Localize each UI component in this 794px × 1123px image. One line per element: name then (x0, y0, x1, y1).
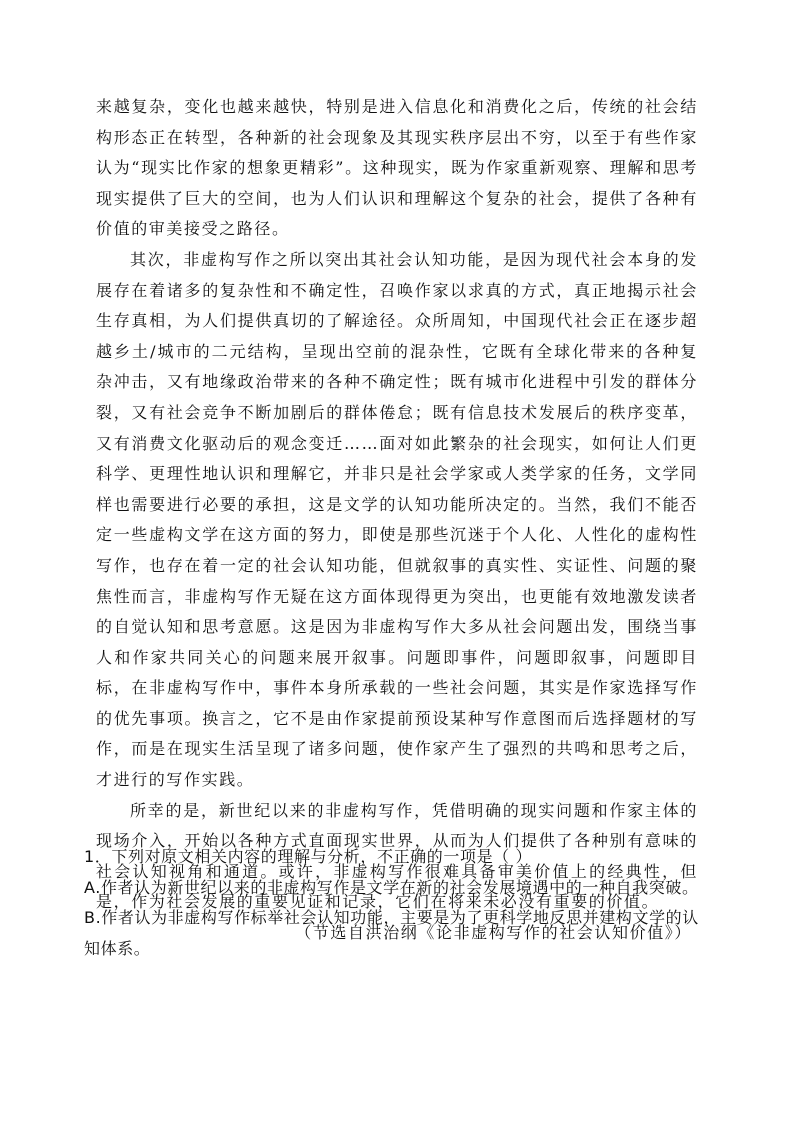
option-a[interactable]: A.作者认为新世纪以来的非虚构写作是文学在新的社会发展境遇中的一种自我突破。 (84, 877, 699, 897)
passage-source: （节选自洪治纲《论非虚构写作的社会认知价值》） (295, 923, 692, 943)
question-1 (84, 842, 704, 964)
passage-paragraph-3: 所幸的是，新世纪以来的非虚构写作，凭借明确的现实问题和作家主体的现场介入，开始以各种方式直面现实世界，从而为人们提供了各种别有意味的社会认知视角和通道。或许，非虚构写作很难具备审美价值上的经典性，但是，作为社会发展的重要见证和记录，它们在将来未必没有重要的价值。 (96, 800, 698, 912)
passage-paragraph-2: 其次，非虚构写作之所以突出其社会认知功能，是因为现代社会本身的发展存在着诸多的复杂性和不确定性，召唤作家以求真的方式，真正地揭示社会生存真相，为人们提供真切的了解途径。众所周知，中国现代社会正在逐步超越乡土/城市的二元结构，呈现出空前的混杂性，它既有全球化带来的各种复杂冲击，又有地缘政治带来的各种不确定性；既有城市化进程中引发的群体分裂，又有社会竞争不断加剧后的群体倦怠；既有信息技术发展后的秩序变革，又有消费文化驱动后的观念变迁……面对如此繁杂的社会现实，如何让人们更科学、更理性地认识和理解它，并非只是社会学家或人类学家的任务，文学同样也需要进行必要的承担，这是文学的认知功能所决定的。当然，我们不能否定一些虚构文学在这方面的努力，即使是那些沉迷于个人化、人性化的虚构性写作，也存在着一定的社会认知功能，但就叙事的真实性、实证性、问题的聚焦性而言，非虚构写作无疑在这方面体现得更为突出，也更能有效地激发读者的自觉认知和思考意愿。这是因为非虚构写作大多从社会问题出发，围绕当事人和作家共同关心的问题来展开叙事。问题即事件，问题即叙事，问题即目标，在非虚构写作中，事件本身所承载的一些社会问题，其实是作家选择写作的优先事项。换言之，它不是由作家提前预设某种写作意图而后选择题材的写作，而是在现实生活呈现了诸多问题，使作家产生了强烈的共鸣和思考之后，才进行的写作实践。 (96, 249, 698, 790)
question-stem: 1．下列对原文相关内容的理解与分析，不正确的一项是（ ） (84, 847, 533, 866)
option-b[interactable]: B.作者认为非虚构写作标举社会认知功能，主要是为了更科学地反思并建构文学的认知体系。 (84, 908, 699, 958)
passage (96, 92, 698, 949)
passage-paragraph-1: 来越复杂，变化也越来越快，特别是进入信息化和消费化之后，传统的社会结构形态正在转型，各种新的社会现象及其现实秩序层出不穷，以至于有些作家认为“现实比作家的想象更精彩”。这种现实，既为作家重新观察、理解和思考现实提供了巨大的空间，也为人们认识和理解这个复杂的社会，提供了各种有价值的审美接受之路径。 (96, 97, 698, 239)
